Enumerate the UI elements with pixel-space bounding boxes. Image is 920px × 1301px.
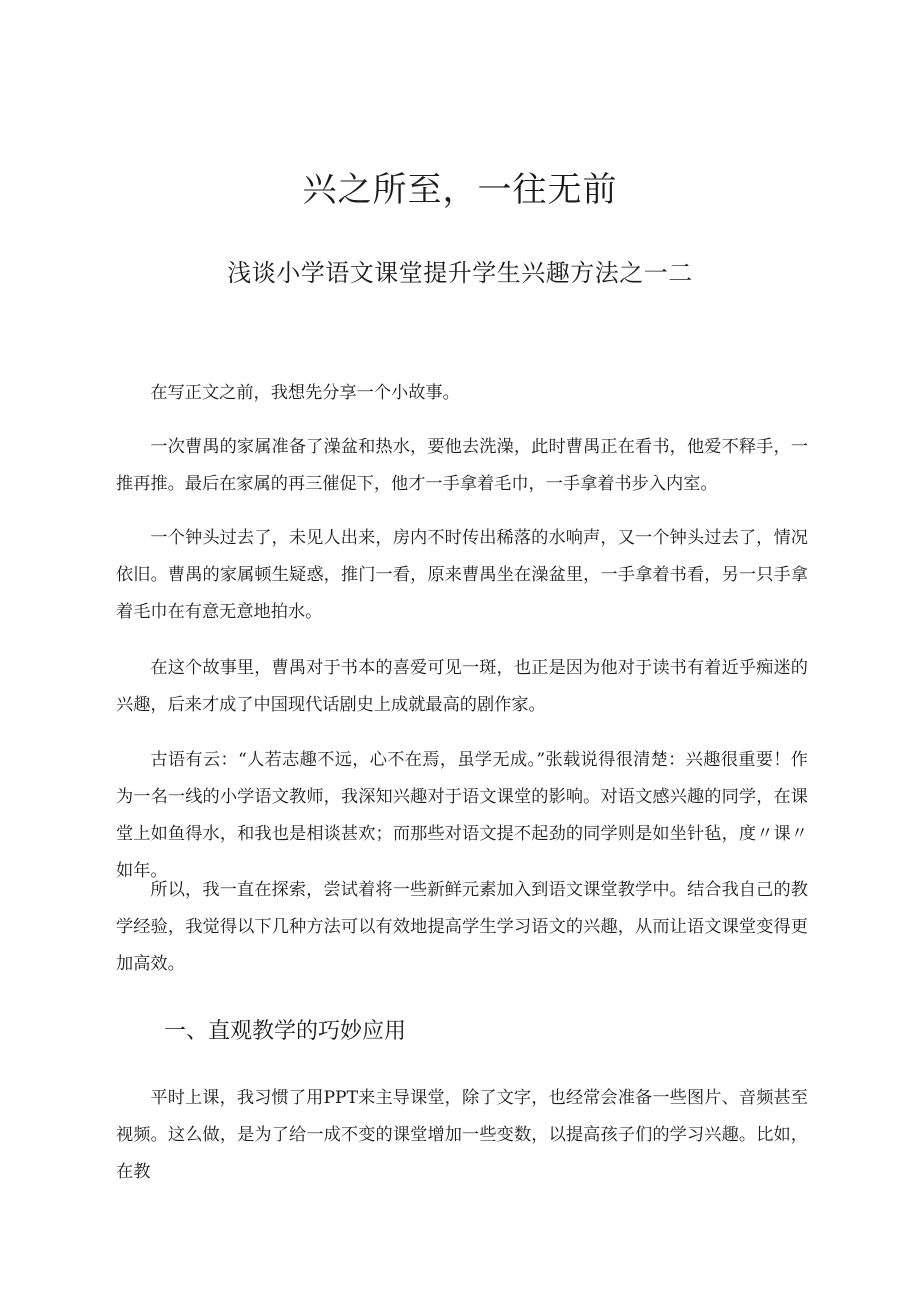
paragraph-2: 一次曹禺的家属准备了澡盆和热水，要他去洗澡，此时曹禺正在看书，他爱不释手，一推再推。最后在家属的再三催促下，他才一手拿着毛巾，一手拿着书步入内室。 xyxy=(116,437,808,494)
document-subtitle: 浅谈小学语文课堂提升学生兴趣方法之一二 xyxy=(227,259,693,287)
section-heading: 一、直观教学的巧妙应用 xyxy=(164,1019,407,1044)
section-paragraph: 平时上课，我习惯了用PPT来主导课堂，除了文字，也经常会准备一些图片、音频甚至视频。这么做，是为了给一成不变的课堂增加一些变数，以提高孩子们的学习兴趣。比如，在教 xyxy=(116,1088,808,1182)
paragraph-3: 一个钟头过去了，未见人出来，房内不时传出稀落的水响声，又一个钟头过去了，情况依旧。曹禺的家属顿生疑惑，推门一看，原来曹禺坐在澡盆里，一手拿着书看，另一只手拿着毛巾在有意无意地拍水。 xyxy=(116,528,808,622)
paragraph-6: 所以，我一直在探索，尝试着将一些新鲜元素加入到语文课堂教学中。结合我自己的教学经验，我觉得以下几种方法可以有效地提高学生学习语文的兴趣，从而让语文课堂变得更加高效。 xyxy=(116,880,808,974)
document-title: 兴之所至，一往无前 xyxy=(302,170,618,210)
paragraph-5: 古语有云：“人若志趣不远，心不在焉，虽学无成。”张载说得很清楚：兴趣很重要！作为一名一线的小学语文教师，我深知兴趣对于语文课堂的影响。对语文感兴趣的同学，在课堂上如鱼得水，和我也是相谈甚欢；而那些对语文提不起劲的同学则是如坐针毡，度〃课〃如年。 xyxy=(116,750,808,881)
paragraph-4: 在这个故事里，曹禺对于书本的喜爱可见一斑，也正是因为他对于读书有着近乎痴迷的兴趣，后来才成了中国现代话剧史上成就最高的剧作家。 xyxy=(116,658,808,715)
paragraph-1: 在写正文之前，我想先分享一个小故事。 xyxy=(150,383,460,403)
